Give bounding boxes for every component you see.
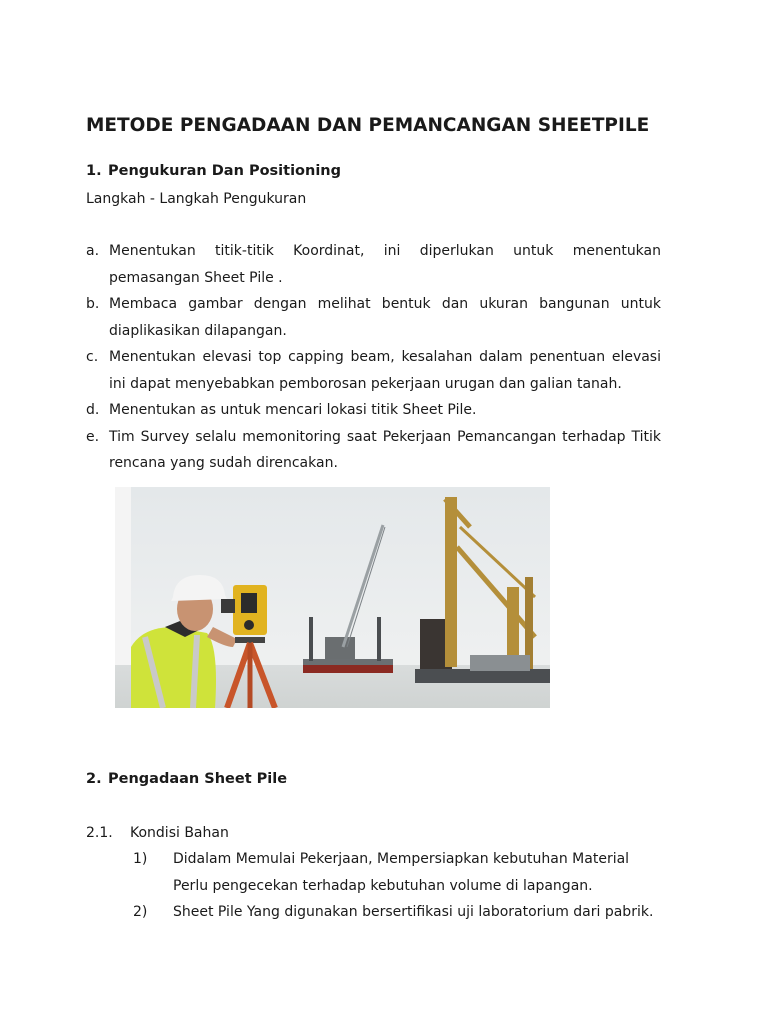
section-1-intro: Langkah - Langkah Pengukuran bbox=[86, 191, 307, 207]
list-marker: 1) bbox=[133, 851, 148, 867]
surveyor-photo-illustration bbox=[115, 487, 550, 708]
list-marker: b. bbox=[86, 296, 100, 312]
list-item-text: Didalam Memulai Pekerjaan, Mempersiapkan kebutuhan Material Perlu pengecekan terhadap kebutuhan volume di lapangan. bbox=[173, 851, 630, 894]
section-2-heading bbox=[86, 771, 287, 787]
list-marker: a. bbox=[86, 243, 100, 259]
list-item-text: Menentukan elevasi top capping beam, kesalahan dalam penentuan elevasi ini dapat menyebabkan pemborosan pekerjaan urugan dan galian tanah. bbox=[109, 349, 661, 392]
subsection-title: Kondisi Bahan bbox=[130, 825, 229, 841]
list-item bbox=[133, 899, 661, 926]
material-conditions-list bbox=[133, 846, 661, 926]
list-item bbox=[86, 291, 661, 344]
subsection-number: 2.1. bbox=[86, 825, 113, 841]
list-marker: c. bbox=[86, 349, 99, 365]
list-item bbox=[86, 344, 661, 397]
list-marker: d. bbox=[86, 402, 100, 418]
list-item-text: Membaca gambar dengan melihat bentuk dan ukuran bangunan untuk diaplikasikan dilapangan. bbox=[109, 296, 661, 339]
section-2-number: 2. bbox=[86, 771, 102, 787]
section-1-heading bbox=[86, 163, 341, 179]
section-2-title: Pengadaan Sheet Pile bbox=[108, 771, 288, 787]
list-item bbox=[86, 424, 661, 477]
document-title: METODE PENGADAAN DAN PEMANCANGAN SHEETPILE bbox=[86, 115, 650, 136]
surveyor-photo bbox=[115, 487, 550, 708]
list-marker: e. bbox=[86, 428, 100, 445]
measurement-steps-list bbox=[86, 238, 661, 477]
list-item bbox=[86, 397, 661, 424]
list-item bbox=[133, 846, 661, 899]
section-1-title: Pengukuran Dan Positioning bbox=[108, 163, 341, 179]
subsection-2-1-heading bbox=[86, 820, 229, 846]
list-item-text: Menentukan titik-titik Koordinat, ini diperlukan untuk menentukan pemasangan Sheet Pile . bbox=[109, 243, 661, 286]
section-1-number: 1. bbox=[86, 163, 102, 179]
list-item bbox=[86, 238, 661, 291]
list-item-text: Menentukan as untuk mencari lokasi titik Sheet Pile. bbox=[109, 402, 477, 418]
list-item-text: Tim Survey selalu memonitoring saat Pekerjaan Pemancangan terhadap Titik rencana yang sudah direncakan. bbox=[109, 428, 661, 471]
list-item-text: Sheet Pile Yang digunakan bersertifikasi uji laboratorium dari pabrik. bbox=[173, 904, 654, 920]
list-marker: 2) bbox=[133, 904, 148, 920]
